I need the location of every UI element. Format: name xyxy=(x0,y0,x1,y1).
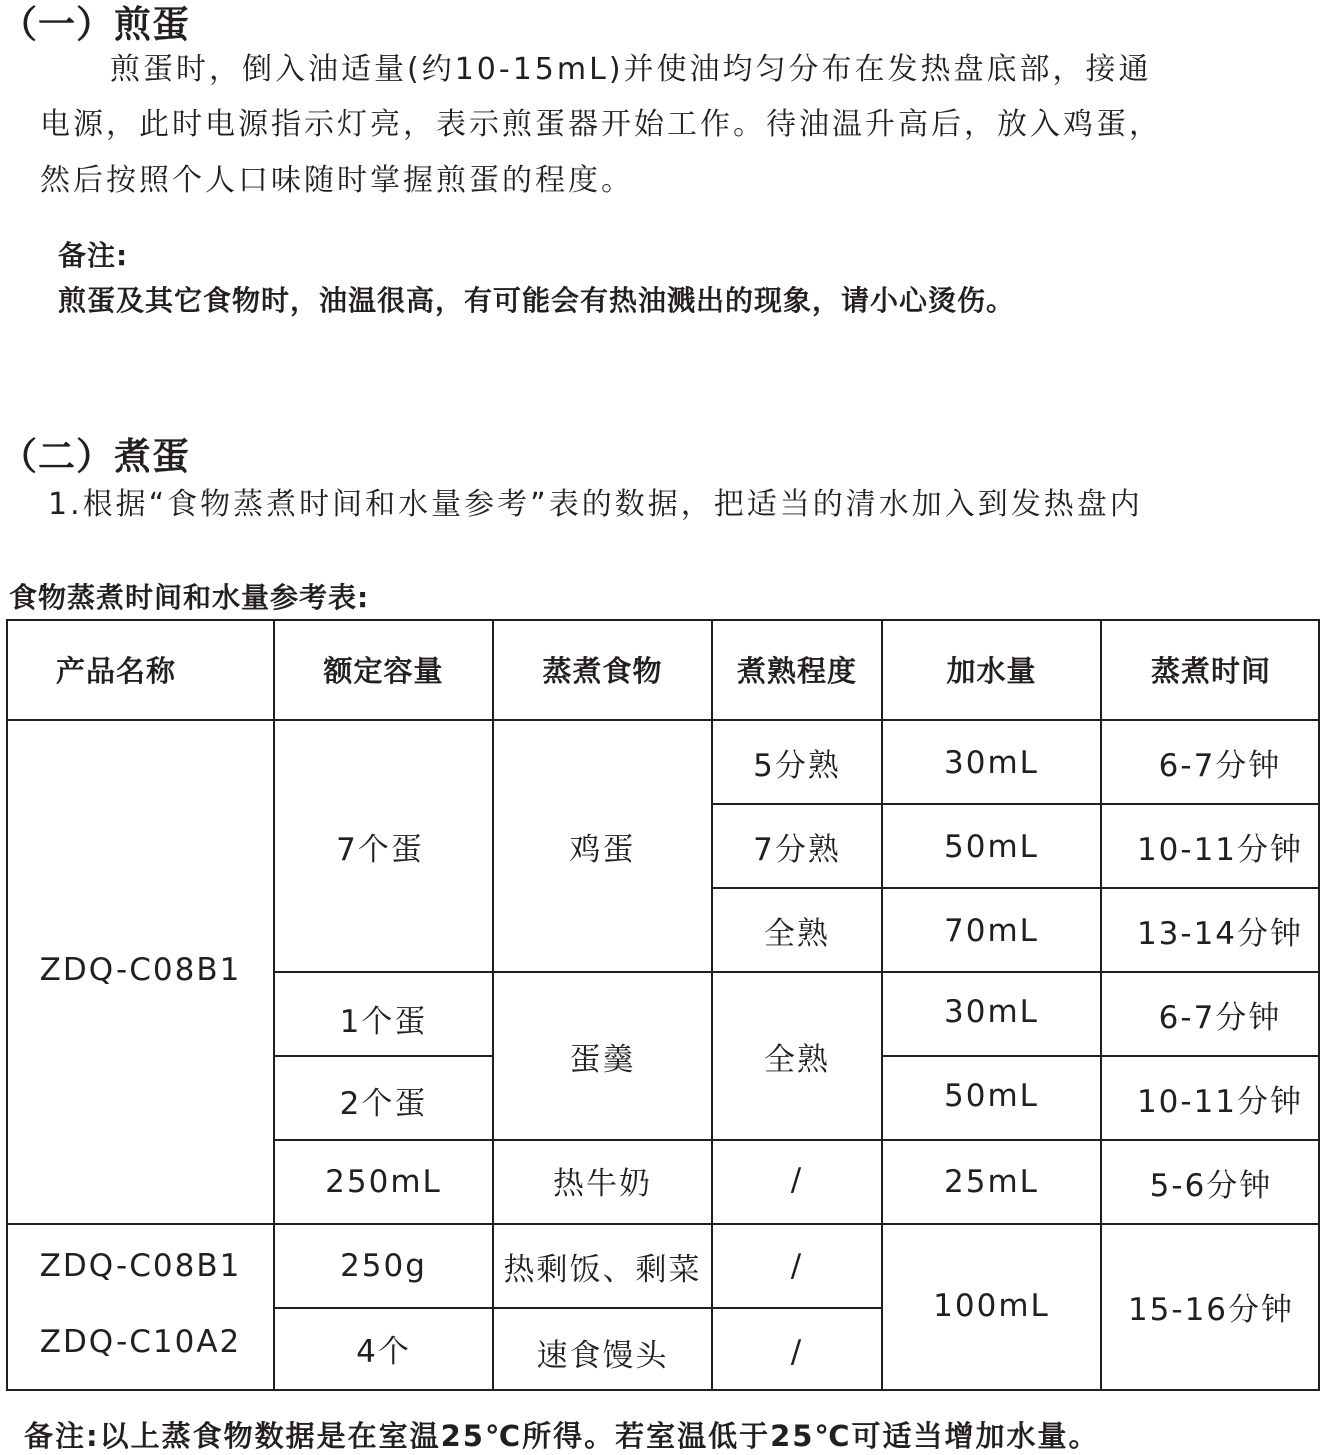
table-cell-time: 10-11分钟 xyxy=(1136,832,1304,868)
table-hline xyxy=(711,803,1320,805)
table-cell-capacity: 1个蛋 xyxy=(339,1003,428,1040)
table-cell-food: 热剩饭、剩菜 xyxy=(503,1251,702,1288)
section1-paragraph-line2: 电源，此时电源指示灯亮，表示煎蛋器开始工作。待油温升高后，放入鸡蛋， xyxy=(40,107,1162,142)
table-cell-doneness: / xyxy=(790,1248,804,1284)
table-cell-food: 鸡蛋 xyxy=(569,831,636,868)
table-cell-water: 50mL xyxy=(944,828,1039,865)
table-cell-water: 100mL xyxy=(933,1288,1050,1324)
table-cell-doneness: / xyxy=(790,1162,804,1198)
table-cell-doneness: 5分熟 xyxy=(753,748,841,784)
section1-heading: （一）煎蛋 xyxy=(0,3,190,46)
table-cell-food: 速食馒头 xyxy=(536,1337,669,1374)
table-cell-doneness: / xyxy=(790,1334,804,1370)
table-cell-capacity: 250g xyxy=(340,1248,427,1284)
table-cell-time: 13-14分钟 xyxy=(1136,916,1304,952)
table-cell-water: 30mL xyxy=(944,994,1039,1030)
table-cell-water: 50mL xyxy=(944,1078,1039,1114)
table-cell-product: ZDQ-C08B1 xyxy=(39,1248,242,1284)
table-cell-capacity: 4个 xyxy=(356,1333,411,1370)
table-hline xyxy=(6,1223,1320,1225)
table-cell-food: 蛋羹 xyxy=(569,1041,636,1078)
table-header-water: 加水量 xyxy=(946,654,1037,688)
table-cell-water: 30mL xyxy=(944,744,1039,781)
table-cell-product: ZDQ-C10A2 xyxy=(39,1324,242,1360)
section2-step1: 1.根据“食物蒸煮时间和水量参考”表的数据，把适当的清水加入到发热盘内 xyxy=(48,487,1143,522)
table-cell-water: 70mL xyxy=(944,912,1039,949)
table-cell-capacity: 7个蛋 xyxy=(336,831,424,868)
table-header-product: 产品名称 xyxy=(55,654,176,688)
table-cell-capacity: 250mL xyxy=(325,1164,442,1200)
table-cell-product: ZDQ-C08B1 xyxy=(39,952,242,988)
table-cell-time: 15-16分钟 xyxy=(1127,1291,1295,1328)
table-cell-doneness: 全熟 xyxy=(764,916,830,952)
section1-paragraph-line1: 煎蛋时，倒入油适量(约10-15mL)并使油均匀分布在发热盘底部，接通 xyxy=(110,52,1152,87)
table-header-time: 蒸煮时间 xyxy=(1150,654,1271,688)
table-cell-time: 5-6分钟 xyxy=(1149,1167,1273,1204)
table-cell-doneness: 全熟 xyxy=(764,1041,830,1078)
table-header-capacity: 额定容量 xyxy=(323,654,444,688)
table-header-doneness: 煮熟程度 xyxy=(736,654,857,688)
table-cell-doneness: 7分熟 xyxy=(753,832,841,868)
table-cell-water: 25mL xyxy=(944,1164,1039,1200)
table-cell-food: 热牛奶 xyxy=(553,1165,652,1202)
section1-paragraph-line3: 然后按照个人口味随时掌握煎蛋的程度。 xyxy=(40,163,634,198)
table-cell-time: 6-7分钟 xyxy=(1158,999,1282,1036)
table-hline xyxy=(711,887,1320,889)
section1-note-label: 备注: xyxy=(58,239,129,272)
table-hline xyxy=(273,971,1320,973)
footer-note: 备注:以上蒸食物数据是在室温25℃所得。若室温低于25℃可适当增加水量。 xyxy=(24,1419,1100,1453)
section2-heading: （二）煮蛋 xyxy=(0,435,190,478)
table-cell-time: 6-7分钟 xyxy=(1158,748,1282,784)
table-cell-time: 10-11分钟 xyxy=(1136,1083,1304,1120)
table-hline xyxy=(6,719,1320,721)
table-header-food: 蒸煮食物 xyxy=(542,654,663,688)
table-title: 食物蒸煮时间和水量参考表: xyxy=(9,581,370,614)
section1-note-text: 煎蛋及其它食物时，油温很高，有可能会有热油溅出的现象，请小心烫伤。 xyxy=(58,284,1016,317)
table-cell-capacity: 2个蛋 xyxy=(339,1085,428,1122)
